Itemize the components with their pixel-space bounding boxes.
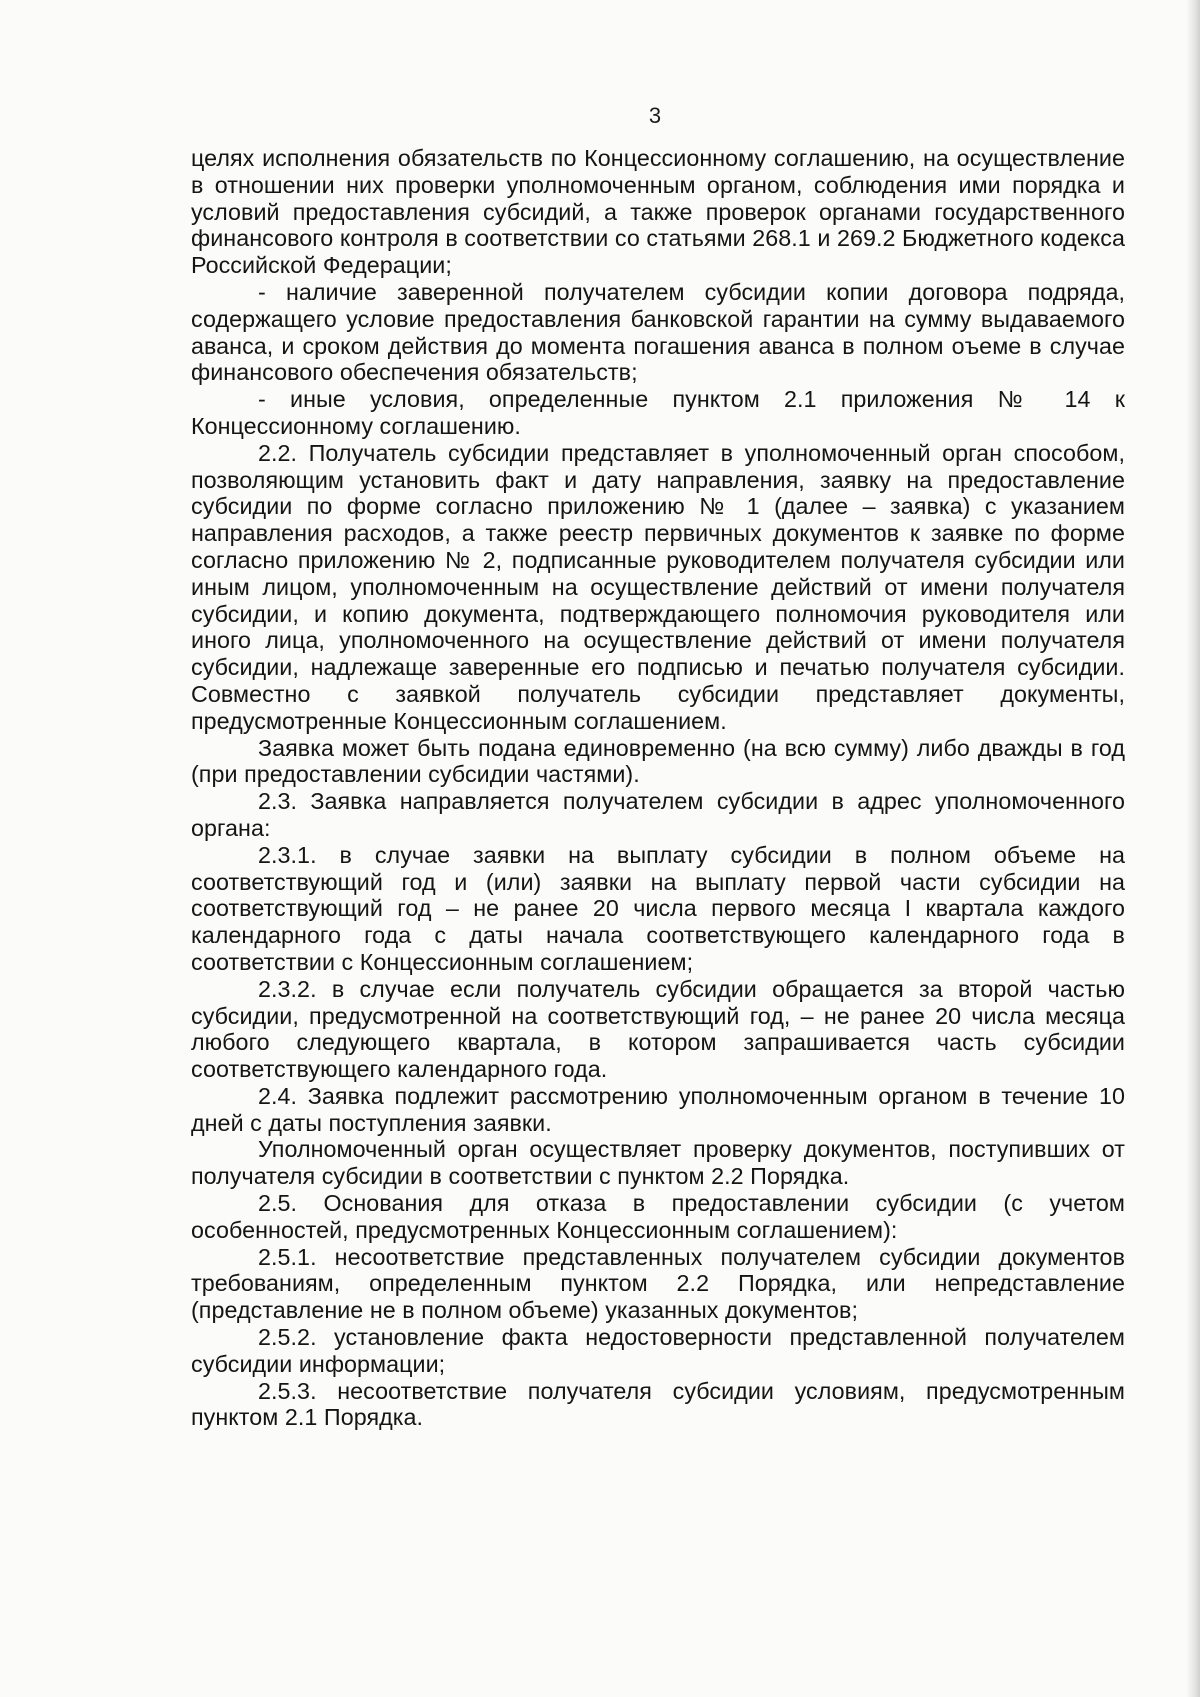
paragraph: - иные условия, определенные пунктом 2.1 приложения № 14 к Концессионному соглашению. (191, 386, 1125, 439)
paragraph: 2.4. Заявка подлежит рассмотрению уполномоченным органом в течение 10 дней с даты поступления заявки. (191, 1082, 1125, 1136)
scan-edge-shadow (1186, 0, 1200, 1697)
paragraph: 2.3. Заявка направляется получателем субсидии в адрес уполномоченного органа: (191, 788, 1125, 841)
page-number: 3 (648, 103, 662, 128)
paragraph: Заявка может быть подана единовременно (на всю сумму) либо дважды в год (при предоставлении субсидии частями). (191, 734, 1125, 788)
paragraph: 2.5.3. несоответствие получателя субсидии условиям, предусмотренным пунктом 2.1 Порядка. (191, 1377, 1125, 1431)
paragraph: 2.5.2. установление факта недостоверности представленной получателем субсидии информации; (191, 1324, 1125, 1377)
paragraph: 2.3.2. в случае если получатель субсидии обращается за второй частью субсидии, предусмотренной на соответствующий год, – не ранее 20 числа месяца любого следующего квартала, в котором запрашивается часть субсидии соответствующего календарного года. (191, 975, 1125, 1083)
paragraph: 2.5. Основания для отказа в предоставлении субсидии (с учетом особенностей, предусмотренных Концессионным соглашением): (191, 1190, 1125, 1243)
paragraph: 2.5.1. несоответствие представленных получателем субсидии документов требованиям, определенным пунктом 2.2 Порядка, или непредставление (представление не в полном объеме) указанных документов; (191, 1243, 1125, 1324)
paragraph: 2.2. Получатель субсидии представляет в уполномоченный орган способом, позволяющим установить факт и дату направления, заявку на предоставление субсидии по форме согласно приложению № 1 (далее – заявка) с указанием направления расходов, а также реестр первичных документов к заявке по форме согласно приложению № 2, подписанные руководителем получателя субсидии или иным лицом, уполномоченным на осуществление действий от имени получателя субсидии, и копию документа, подтверждающего полномочия руководителя или иного лица, уполномоченного на осуществление действий от имени получателя субсидии, надлежаще заверенные его подписью и печатью получателя субсидии. Совместно с заявкой получатель субсидии представляет документы, предусмотренные Концессионным соглашением. (191, 439, 1125, 734)
paragraph: целях исполнения обязательств по Концессионному соглашению, на осуществление в отношении них проверки уполномоченным органом, соблюдения ими порядка и условий предоставления субсидий, а также проверок органами государственного финансового контроля в соответствии со статьями 268.1 и 269.2 Бюджетного кодекса Российской Федерации; (191, 145, 1125, 279)
paragraph: 2.3.1. в случае заявки на выплату субсидии в полном объеме на соответствующий год и (или) заявки на выплату первой части субсидии на соответствующий год – не ранее 20 числа первого месяца I квартала каждого календарного года с даты начала соответствующего календарного года в соответствии с Концессионным соглашением; (191, 841, 1125, 975)
paragraph: Уполномоченный орган осуществляет проверку документов, поступивших от получателя субсидии в соответствии с пунктом 2.2 Порядка. (191, 1136, 1125, 1190)
document-body (191, 145, 1125, 1431)
paragraph: - наличие заверенной получателем субсидии копии договора подряда, содержащего условие предоставления банковской гарантии на сумму выдаваемого аванса, и сроком действия до момента погашения аванса в полном оъеме в случае финансового обеспечения обязательств; (191, 278, 1125, 386)
